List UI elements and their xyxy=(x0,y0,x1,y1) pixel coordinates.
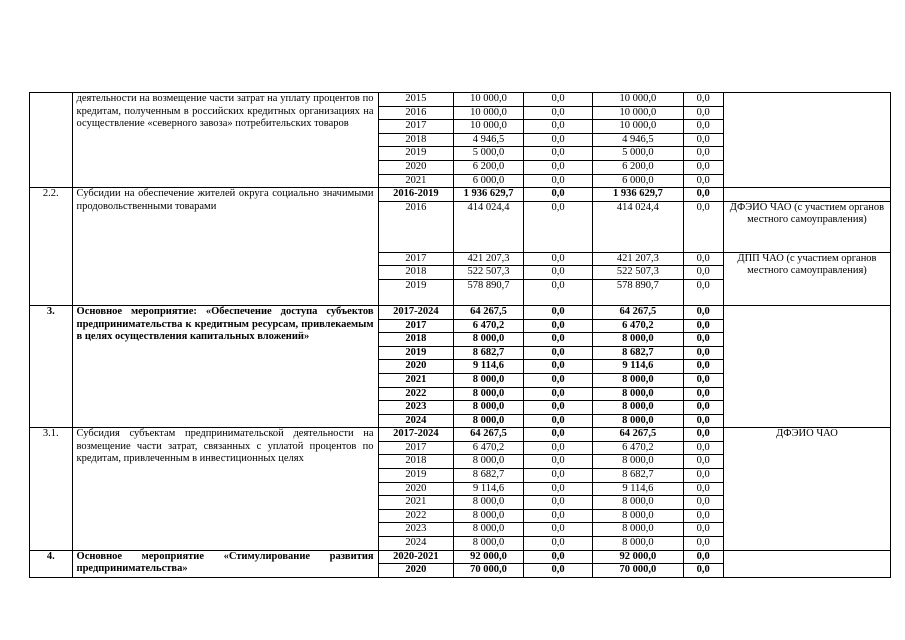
responsible-cell xyxy=(723,188,890,202)
value-cell: 92 000,0 xyxy=(593,550,683,564)
value-cell: 6 470,2 xyxy=(454,441,524,455)
value-cell: 0,0 xyxy=(523,346,593,360)
value-cell: 8 000,0 xyxy=(454,373,524,387)
row-number: 3. xyxy=(30,305,73,427)
value-cell: 8 000,0 xyxy=(454,537,524,551)
year-cell: 2019 xyxy=(378,279,454,305)
value-cell: 0,0 xyxy=(523,455,593,469)
value-cell: 8 000,0 xyxy=(593,496,683,510)
value-cell: 5 000,0 xyxy=(593,147,683,161)
value-cell: 6 470,2 xyxy=(454,319,524,333)
value-cell: 6 000,0 xyxy=(593,174,683,188)
value-cell: 0,0 xyxy=(523,188,593,202)
year-cell: 2020 xyxy=(378,360,454,374)
value-cell: 0,0 xyxy=(523,482,593,496)
value-cell: 8 000,0 xyxy=(593,414,683,428)
value-cell: 0,0 xyxy=(523,537,593,551)
responsible-cell: ДПП ЧАО (с участием органов местного самоуправления) xyxy=(723,252,890,305)
value-cell: 8 000,0 xyxy=(454,414,524,428)
row-name: Основное мероприятие «Стимулирование развития предпринимательства» xyxy=(72,550,378,577)
year-cell: 2020 xyxy=(378,160,454,174)
value-cell: 8 000,0 xyxy=(593,509,683,523)
value-cell: 0,0 xyxy=(683,305,723,319)
value-cell: 8 000,0 xyxy=(454,496,524,510)
value-cell: 0,0 xyxy=(523,360,593,374)
value-cell: 9 114,6 xyxy=(593,360,683,374)
row-number: 3.1. xyxy=(30,428,73,550)
value-cell: 0,0 xyxy=(683,188,723,202)
value-cell: 578 890,7 xyxy=(454,279,524,305)
value-cell: 9 114,6 xyxy=(454,360,524,374)
year-cell: 2022 xyxy=(378,509,454,523)
value-cell: 0,0 xyxy=(683,509,723,523)
row-number xyxy=(30,93,73,188)
value-cell: 0,0 xyxy=(683,93,723,107)
year-cell: 2020-2021 xyxy=(378,550,454,564)
value-cell: 0,0 xyxy=(523,266,593,280)
table-row xyxy=(30,550,891,564)
value-cell: 8 000,0 xyxy=(593,537,683,551)
value-cell: 8 000,0 xyxy=(454,387,524,401)
value-cell: 5 000,0 xyxy=(454,147,524,161)
value-cell: 0,0 xyxy=(683,523,723,537)
value-cell: 0,0 xyxy=(523,93,593,107)
value-cell: 8 682,7 xyxy=(454,346,524,360)
value-cell: 0,0 xyxy=(523,252,593,266)
value-cell: 0,0 xyxy=(683,333,723,347)
year-cell: 2021 xyxy=(378,373,454,387)
value-cell: 8 000,0 xyxy=(593,387,683,401)
value-cell: 8 000,0 xyxy=(454,455,524,469)
value-cell: 9 114,6 xyxy=(593,482,683,496)
year-cell: 2024 xyxy=(378,537,454,551)
value-cell: 0,0 xyxy=(523,414,593,428)
value-cell: 0,0 xyxy=(523,373,593,387)
value-cell: 0,0 xyxy=(523,387,593,401)
value-cell: 414 024,4 xyxy=(593,201,683,252)
value-cell: 0,0 xyxy=(683,441,723,455)
value-cell: 10 000,0 xyxy=(593,106,683,120)
value-cell: 0,0 xyxy=(683,147,723,161)
year-cell: 2021 xyxy=(378,174,454,188)
value-cell: 0,0 xyxy=(683,279,723,305)
year-cell: 2021 xyxy=(378,496,454,510)
value-cell: 0,0 xyxy=(683,455,723,469)
value-cell: 1 936 629,7 xyxy=(593,188,683,202)
table-row xyxy=(30,188,891,202)
value-cell: 0,0 xyxy=(683,564,723,578)
value-cell: 8 682,7 xyxy=(593,346,683,360)
value-cell: 0,0 xyxy=(523,133,593,147)
responsible-cell xyxy=(723,550,890,577)
value-cell: 8 000,0 xyxy=(593,455,683,469)
year-cell: 2017 xyxy=(378,441,454,455)
value-cell: 0,0 xyxy=(683,266,723,280)
value-cell: 421 207,3 xyxy=(593,252,683,266)
value-cell: 0,0 xyxy=(523,201,593,252)
value-cell: 0,0 xyxy=(683,252,723,266)
year-cell: 2018 xyxy=(378,133,454,147)
value-cell: 0,0 xyxy=(523,279,593,305)
value-cell: 0,0 xyxy=(523,305,593,319)
row-name: Субсидия субъектам предпринимательской деятельности на возмещение части затрат, связанных с уплатой процентов по кредитам, привлеченным в инвестиционных целях xyxy=(72,428,378,550)
value-cell: 578 890,7 xyxy=(593,279,683,305)
year-cell: 2017 xyxy=(378,319,454,333)
value-cell: 70 000,0 xyxy=(593,564,683,578)
value-cell: 8 000,0 xyxy=(454,333,524,347)
table-row xyxy=(30,305,891,319)
value-cell: 0,0 xyxy=(523,120,593,134)
year-cell: 2020 xyxy=(378,482,454,496)
value-cell: 8 000,0 xyxy=(454,509,524,523)
year-cell: 2019 xyxy=(378,147,454,161)
value-cell: 0,0 xyxy=(683,387,723,401)
row-name: Основное мероприятие: «Обеспечение доступа субъектов предпринимательства к кредитным ресурсам, привлекаемым в целях осуществления капитальных вложений» xyxy=(72,305,378,427)
value-cell: 64 267,5 xyxy=(593,305,683,319)
year-cell: 2023 xyxy=(378,523,454,537)
year-cell: 2019 xyxy=(378,469,454,483)
value-cell: 0,0 xyxy=(523,496,593,510)
responsible-cell xyxy=(723,305,890,427)
value-cell: 0,0 xyxy=(683,133,723,147)
value-cell: 0,0 xyxy=(683,360,723,374)
value-cell: 0,0 xyxy=(683,428,723,442)
year-cell: 2016-2019 xyxy=(378,188,454,202)
year-cell: 2019 xyxy=(378,346,454,360)
value-cell: 10 000,0 xyxy=(454,93,524,107)
value-cell: 10 000,0 xyxy=(593,93,683,107)
value-cell: 414 024,4 xyxy=(454,201,524,252)
value-cell: 9 114,6 xyxy=(454,482,524,496)
year-cell: 2018 xyxy=(378,455,454,469)
value-cell: 0,0 xyxy=(683,346,723,360)
value-cell: 522 507,3 xyxy=(593,266,683,280)
value-cell: 8 682,7 xyxy=(454,469,524,483)
value-cell: 64 267,5 xyxy=(454,428,524,442)
year-cell: 2024 xyxy=(378,414,454,428)
value-cell: 8 000,0 xyxy=(454,401,524,415)
value-cell: 8 000,0 xyxy=(593,333,683,347)
responsible-cell xyxy=(723,93,890,188)
year-cell: 2020 xyxy=(378,564,454,578)
value-cell: 0,0 xyxy=(523,564,593,578)
value-cell: 0,0 xyxy=(523,147,593,161)
value-cell: 0,0 xyxy=(523,333,593,347)
value-cell: 8 000,0 xyxy=(593,523,683,537)
value-cell: 0,0 xyxy=(523,441,593,455)
year-cell: 2016 xyxy=(378,201,454,252)
value-cell: 0,0 xyxy=(683,496,723,510)
value-cell: 0,0 xyxy=(523,160,593,174)
value-cell: 8 000,0 xyxy=(593,373,683,387)
value-cell: 0,0 xyxy=(523,469,593,483)
value-cell: 0,0 xyxy=(683,537,723,551)
value-cell: 522 507,3 xyxy=(454,266,524,280)
value-cell: 8 000,0 xyxy=(593,401,683,415)
value-cell: 0,0 xyxy=(683,550,723,564)
value-cell: 4 946,5 xyxy=(593,133,683,147)
table-row xyxy=(30,93,891,107)
year-cell: 2023 xyxy=(378,401,454,415)
value-cell: 0,0 xyxy=(683,174,723,188)
value-cell: 0,0 xyxy=(523,509,593,523)
value-cell: 0,0 xyxy=(683,414,723,428)
value-cell: 0,0 xyxy=(683,469,723,483)
value-cell: 0,0 xyxy=(523,319,593,333)
value-cell: 4 946,5 xyxy=(454,133,524,147)
year-cell: 2017 xyxy=(378,120,454,134)
value-cell: 0,0 xyxy=(683,401,723,415)
value-cell: 0,0 xyxy=(683,120,723,134)
value-cell: 64 267,5 xyxy=(454,305,524,319)
value-cell: 64 267,5 xyxy=(593,428,683,442)
value-cell: 10 000,0 xyxy=(593,120,683,134)
value-cell: 8 682,7 xyxy=(593,469,683,483)
year-cell: 2017-2024 xyxy=(378,305,454,319)
table-row xyxy=(30,428,891,442)
value-cell: 6 470,2 xyxy=(593,319,683,333)
value-cell: 0,0 xyxy=(523,428,593,442)
value-cell: 10 000,0 xyxy=(454,120,524,134)
value-cell: 8 000,0 xyxy=(454,523,524,537)
year-cell: 2022 xyxy=(378,387,454,401)
responsible-cell: ДФЭИО ЧАО xyxy=(723,428,890,550)
value-cell: 92 000,0 xyxy=(454,550,524,564)
value-cell: 0,0 xyxy=(683,160,723,174)
row-number: 2.2. xyxy=(30,188,73,306)
row-name: деятельности на возмещение части затрат на уплату процентов по кредитам, полученным в российских кредитных организациях на осуществление «северного завоза» потребительских товаров xyxy=(72,93,378,188)
value-cell: 0,0 xyxy=(683,373,723,387)
year-cell: 2015 xyxy=(378,93,454,107)
value-cell: 0,0 xyxy=(523,550,593,564)
value-cell: 1 936 629,7 xyxy=(454,188,524,202)
value-cell: 0,0 xyxy=(683,482,723,496)
year-cell: 2017 xyxy=(378,252,454,266)
value-cell: 70 000,0 xyxy=(454,564,524,578)
value-cell: 10 000,0 xyxy=(454,106,524,120)
value-cell: 0,0 xyxy=(683,319,723,333)
year-cell: 2017-2024 xyxy=(378,428,454,442)
value-cell: 0,0 xyxy=(523,401,593,415)
value-cell: 0,0 xyxy=(523,523,593,537)
year-cell: 2018 xyxy=(378,333,454,347)
value-cell: 0,0 xyxy=(523,174,593,188)
row-number: 4. xyxy=(30,550,73,577)
year-cell: 2018 xyxy=(378,266,454,280)
row-name: Субсидии на обеспечение жителей округа социально значимыми продовольственными товарами xyxy=(72,188,378,306)
value-cell: 6 470,2 xyxy=(593,441,683,455)
value-cell: 0,0 xyxy=(683,201,723,252)
program-table xyxy=(29,92,891,578)
year-cell: 2016 xyxy=(378,106,454,120)
value-cell: 6 200,0 xyxy=(593,160,683,174)
responsible-cell: ДФЭИО ЧАО (с участием органов местного самоуправления) xyxy=(723,201,890,252)
value-cell: 0,0 xyxy=(683,106,723,120)
value-cell: 6 000,0 xyxy=(454,174,524,188)
value-cell: 0,0 xyxy=(523,106,593,120)
value-cell: 6 200,0 xyxy=(454,160,524,174)
value-cell: 421 207,3 xyxy=(454,252,524,266)
